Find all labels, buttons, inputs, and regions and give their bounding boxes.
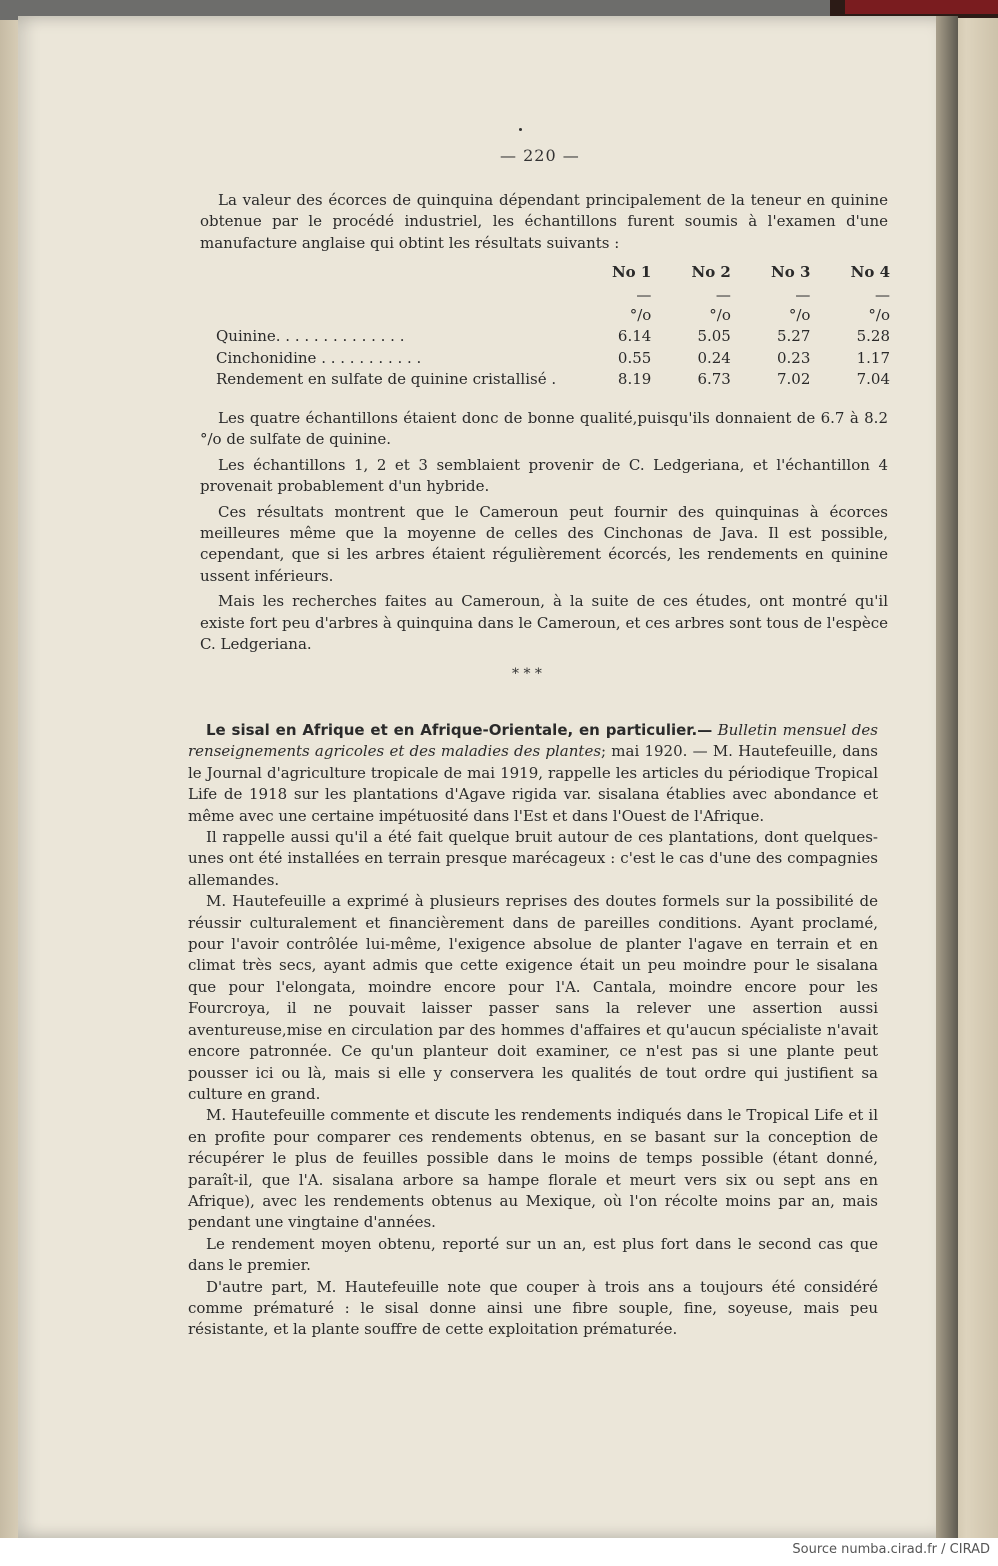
table-header-row [216, 262, 890, 284]
table-cell: 6.73 [697, 370, 731, 389]
article-intro-text: ; mai 1920. — M. Hautefeuille, dans le Journal d'agriculture tropicale de mai 1919, rappelle les articles du périodique Tropical Life de 1918 sur les plantations d'Agave rigida var. sisalana établies avec abondance et même avec une certaine impétuosité dans l'Est et dans l'Ouest de l'Afrique. [188, 742, 878, 825]
source-credit: Source numba.cirad.fr / CIRAD [792, 1542, 990, 1557]
table-cell: 0.23 [777, 348, 811, 367]
row-label: Rendement en sulfate de quinine cristallisé . [216, 370, 557, 389]
sisal-article [188, 720, 878, 1341]
paragraph: Mais les recherches faites au Cameroun, à la suite de ces études, ont montré qu'il existe fort peu d'arbres à quinquina dans le Cameroun, et ces arbres sont tous de l'espèce C. Ledgeriana. [200, 592, 888, 654]
top-dot-mark [519, 128, 522, 131]
paragraph: D'autre part, M. Hautefeuille note que couper à trois ans a toujours été considéré comme prématuré : le sisal donne ainsi une fibre souple, fine, soyeuse, mais peu résistante, et la plante souffre de cette exploitation prématurée. [188, 1277, 878, 1339]
quinine-conclusions [200, 408, 888, 655]
table-cell: 0.24 [697, 348, 731, 367]
article-heading: Le sisal en Afrique et en Afrique-Orientale, en particulier.— [206, 721, 713, 739]
table-row [216, 369, 890, 390]
column-header: No 1 [611, 263, 652, 282]
table-row [216, 326, 890, 347]
column-header: No 4 [850, 263, 890, 282]
column-dash: — [795, 285, 811, 304]
section-separator: * * * [512, 666, 542, 682]
paragraph: Il rappelle aussi qu'il a été fait quelque bruit autour de ces plantations, dont quelques-unes ont été installées en terrain presque marécageux : c'est le cas d'une des compagnies allemandes. [188, 828, 878, 889]
intro-block [200, 190, 888, 254]
table-cell: 0.55 [617, 348, 652, 367]
table-cell: 1.17 [856, 348, 890, 367]
source-citation: Bulletin mensuel des renseignements agricoles et des maladies des plantes [188, 721, 878, 761]
table-row [216, 348, 890, 369]
column-header: No 2 [691, 263, 731, 282]
article-first-paragraph [188, 720, 878, 827]
results-table [216, 262, 890, 391]
column-header: No 3 [771, 263, 811, 282]
column-dash: — [636, 285, 652, 304]
page-number: — 220 — [500, 146, 580, 165]
table-cell: 7.04 [856, 370, 890, 389]
unit-cell: °/o [868, 306, 890, 324]
table-cell: 7.02 [777, 370, 811, 389]
paragraph: Les quatre échantillons étaient donc de bonne qualité,puisqu'ils donnaient de 6.7 à 8.2 °/o de sulfate de quinine. [200, 409, 888, 449]
table-unit-row [216, 305, 890, 326]
intro-paragraph: La valeur des écorces de quinquina dépendant principalement de la teneur en quinine obtenue par le procédé industriel, les échantillons furent soumis à l'examen d'une manufacture anglaise qui obtint les résultats suivants : [200, 191, 888, 252]
paragraph: Le rendement moyen obtenu, reporté sur un an, est plus fort dans le second cas que dans le premier. [188, 1234, 878, 1275]
results-table-wrapper [216, 262, 890, 391]
page-gutter-shadow [936, 16, 958, 1538]
table-cell: 5.28 [856, 327, 890, 346]
paragraph: M. Hautefeuille a exprimé à plusieurs reprises des doutes formels sur la possibilité de réussir culturalement et financièrement dans de pareilles conditions. Ayant proclamé, pour l'avoir contrôlée lui-même, l'exigence absolue de planter l'agave en terrain et en climat très secs, ayant admis que cette exigence était un peu moindre pour le sisalana que pour l'elongata, moindre encore pour l'A. Cantala, moindre encore pour les Fourcroya, il ne pouvait laisser passer sans la relever une assertion aussi aventureuse,mise en circulation par des hommes d'affaires et qu'aucun spécialiste n'avait encore patronnée. Ce qu'un planteur doit examiner, ce n'est pas si une plante peut pousser ici ou là, mais si elle y conservera les qualités de tout ordre qui justifient sa culture en grand. [188, 892, 878, 1103]
paragraph: M. Hautefeuille commente et discute les rendements indiqués dans le Tropical Life et il en profite pour comparer ces rendements obtenus, en se basant sur la conception de récupérer le plus de feuilles possible dans le moins de temps possible (étant donné, paraît-il, que l'A. sisalana arbore sa hampe florale et meurt vers six ou sept ans en Afrique), avec les rendements obtenus au Mexique, où l'on récolte moins par an, mais pendant une vingtaine d'années. [188, 1106, 878, 1232]
table-cell: 6.14 [617, 327, 652, 346]
paragraph: Ces résultats montrent que le Cameroun peut fournir des quinquinas à écorces meilleures même que la moyenne de celles des Cinchonas de Java. Il est possible, cependant, que si les arbres étaient régulièrement écorcés, les rendements en quinine ussent inférieurs. [200, 502, 888, 585]
column-dash: — [875, 285, 890, 304]
book-cover-red-edge [845, 0, 998, 14]
table-dash-row [216, 284, 890, 305]
table-cell: 5.27 [777, 327, 811, 346]
table-cell: 8.19 [617, 370, 652, 389]
paragraph: Les échantillons 1, 2 et 3 semblaient provenir de C. Ledgeriana, et l'échantillon 4 provenait probablement d'un hybride. [200, 455, 888, 496]
table-cell: 5.05 [697, 327, 731, 346]
unit-cell: °/o [629, 306, 652, 324]
row-label: Quinine. . . . . . . . . . . . . . [216, 327, 405, 346]
unit-cell: °/o [709, 306, 731, 324]
unit-cell: °/o [788, 306, 811, 324]
row-label: Cinchonidine . . . . . . . . . . . [216, 348, 422, 367]
column-dash: — [715, 285, 731, 304]
